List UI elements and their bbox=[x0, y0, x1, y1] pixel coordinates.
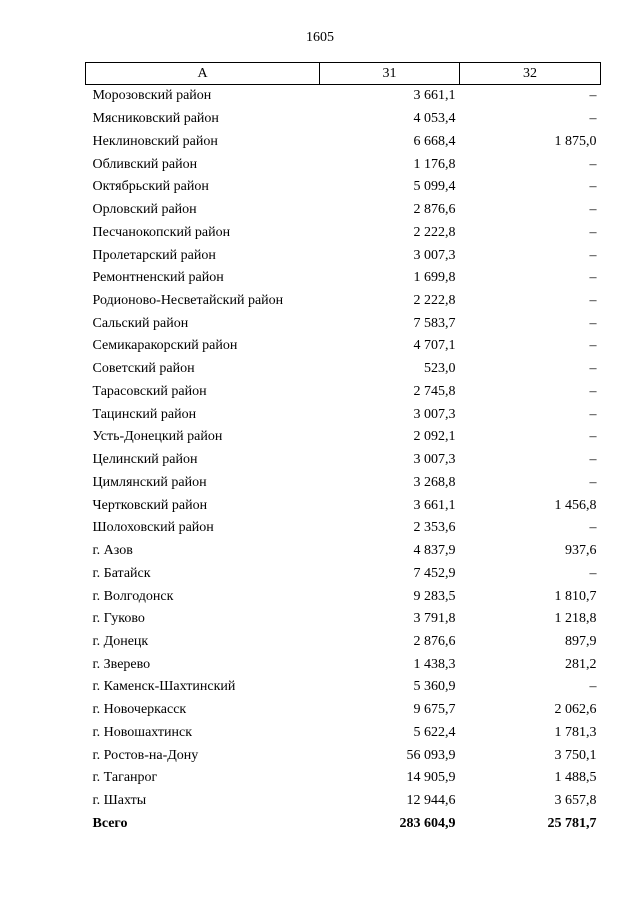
row-name-cell: Мясниковский район bbox=[92, 111, 219, 127]
table-row bbox=[86, 426, 601, 449]
table-row bbox=[86, 312, 601, 335]
value-32-cell: 281,2 bbox=[565, 656, 597, 672]
value-31-cell: 3 661,1 bbox=[413, 88, 456, 104]
row-name-cell: Родионово-Несветайский район bbox=[92, 292, 284, 308]
value-31-cell: 7 583,7 bbox=[413, 315, 456, 331]
value-31-cell: 3 661,1 bbox=[413, 497, 456, 513]
table-row bbox=[86, 608, 601, 631]
value-32-cell: 3 657,8 bbox=[554, 793, 597, 809]
value-31-cell: 2 876,6 bbox=[413, 633, 456, 649]
value-32-cell: 1 810,7 bbox=[554, 588, 597, 604]
value-31-cell: 3 007,3 bbox=[413, 247, 456, 263]
row-name-cell: Всего bbox=[92, 815, 128, 831]
table-row bbox=[86, 244, 601, 267]
value-32-cell: 937,6 bbox=[565, 543, 597, 559]
table-row bbox=[86, 653, 601, 676]
row-name-cell: г. Новочеркасск bbox=[92, 702, 187, 718]
row-name-cell: г. Батайск bbox=[92, 565, 151, 581]
table-row bbox=[86, 85, 601, 108]
value-31-cell: 5 360,9 bbox=[413, 679, 456, 695]
value-31-cell: 1 699,8 bbox=[413, 270, 456, 286]
value-32-cell: 1 488,5 bbox=[554, 770, 597, 786]
value-32-cell: – bbox=[589, 565, 597, 581]
value-32-cell: – bbox=[589, 406, 597, 422]
table-row bbox=[86, 676, 601, 699]
row-name-cell: г. Зверево bbox=[92, 656, 151, 672]
value-31-cell: 56 093,9 bbox=[406, 747, 456, 763]
table-row bbox=[86, 153, 601, 176]
table-row bbox=[86, 403, 601, 426]
header-cell-a: А bbox=[86, 63, 320, 85]
table-row bbox=[86, 562, 601, 585]
value-32-cell: – bbox=[589, 156, 597, 172]
table-row bbox=[86, 517, 601, 540]
row-name-cell: Песчанокопский район bbox=[92, 224, 231, 240]
value-31-cell: 2 222,8 bbox=[413, 292, 456, 308]
row-name-cell: Сальский район bbox=[92, 315, 189, 331]
table-row bbox=[86, 722, 601, 745]
value-32-cell: – bbox=[589, 315, 597, 331]
table-row bbox=[86, 631, 601, 654]
value-32-cell: – bbox=[589, 111, 597, 127]
row-name-cell: Неклиновский район bbox=[92, 133, 218, 149]
table-row bbox=[86, 540, 601, 563]
value-31-cell: 2 353,6 bbox=[413, 520, 456, 536]
value-32-cell: – bbox=[589, 361, 597, 377]
value-31-cell: 523,0 bbox=[424, 361, 456, 377]
value-31-cell: 2 745,8 bbox=[413, 383, 456, 399]
value-32-cell: – bbox=[589, 202, 597, 218]
table-header bbox=[86, 63, 601, 85]
row-name-cell: Тацинский район bbox=[92, 406, 197, 422]
table-row bbox=[86, 699, 601, 722]
table-row bbox=[86, 176, 601, 199]
value-32-cell: – bbox=[589, 292, 597, 308]
row-name-cell: г. Ростов-на-Дону bbox=[92, 747, 199, 763]
value-32-cell: – bbox=[589, 520, 597, 536]
value-31-cell: 5 099,4 bbox=[413, 179, 456, 195]
table-row bbox=[86, 290, 601, 313]
row-name-cell: Обливский район bbox=[92, 156, 198, 172]
table-row bbox=[86, 108, 601, 131]
value-32-cell: 1 875,0 bbox=[554, 133, 597, 149]
row-name-cell: г. Волгодонск bbox=[92, 588, 174, 604]
table-row bbox=[86, 199, 601, 222]
value-31-cell: 5 622,4 bbox=[413, 724, 456, 740]
value-32-cell: 897,9 bbox=[565, 633, 597, 649]
table-row bbox=[86, 744, 601, 767]
row-name-cell: г. Новошахтинск bbox=[92, 724, 193, 740]
table-row bbox=[86, 381, 601, 404]
row-name-cell: Октябрьский район bbox=[92, 179, 209, 195]
table-row bbox=[86, 267, 601, 290]
table-row bbox=[86, 449, 601, 472]
row-name-cell: Целинский район bbox=[92, 452, 198, 468]
value-31-cell: 9 675,7 bbox=[413, 702, 456, 718]
row-name-cell: Пролетарский район bbox=[92, 247, 216, 263]
row-name-cell: г. Азов bbox=[92, 543, 133, 559]
value-31-cell: 12 944,6 bbox=[406, 793, 456, 809]
row-name-cell: Морозовский район bbox=[92, 88, 212, 104]
value-32-cell: 1 456,8 bbox=[554, 497, 597, 513]
table-row bbox=[86, 358, 601, 381]
value-31-cell: 9 283,5 bbox=[413, 588, 456, 604]
table-row bbox=[86, 585, 601, 608]
row-name-cell: Чертковский район bbox=[92, 497, 208, 513]
value-32-cell: – bbox=[589, 338, 597, 354]
row-name-cell: Тарасовский район bbox=[92, 383, 207, 399]
value-32-cell: 1 218,8 bbox=[554, 611, 597, 627]
value-32-cell: – bbox=[589, 474, 597, 490]
value-32-cell: – bbox=[589, 247, 597, 263]
page-number: 1605 bbox=[306, 30, 334, 45]
value-31-cell: 2 092,1 bbox=[413, 429, 456, 445]
value-31-cell: 3 007,3 bbox=[413, 406, 456, 422]
row-name-cell: г. Каменск-Шахтинский bbox=[92, 679, 236, 695]
row-name-cell: Усть-Донецкий район bbox=[92, 429, 223, 445]
value-31-cell: 1 176,8 bbox=[413, 156, 456, 172]
table-row bbox=[86, 790, 601, 813]
value-31-cell: 2 876,6 bbox=[413, 202, 456, 218]
row-name-cell: г. Гуково bbox=[92, 611, 145, 627]
header-cell-31: 31 bbox=[320, 63, 460, 85]
table-row bbox=[86, 335, 601, 358]
value-31-cell: 14 905,9 bbox=[406, 770, 456, 786]
value-31-cell: 3 791,8 bbox=[413, 611, 456, 627]
row-name-cell: г. Шахты bbox=[92, 793, 147, 809]
table-row bbox=[86, 221, 601, 244]
row-name-cell: Цимлянский район bbox=[92, 474, 207, 490]
value-32-cell: – bbox=[589, 452, 597, 468]
row-name-cell: г. Таганрог bbox=[92, 770, 158, 786]
value-31-cell: 3 007,3 bbox=[413, 452, 456, 468]
total-row bbox=[86, 813, 601, 836]
table-body bbox=[86, 85, 601, 836]
value-32-cell: 2 062,6 bbox=[554, 702, 597, 718]
value-31-cell: 7 452,9 bbox=[413, 565, 456, 581]
row-name-cell: г. Донецк bbox=[92, 633, 149, 649]
row-name-cell: Советский район bbox=[92, 361, 195, 377]
value-32-cell: – bbox=[589, 224, 597, 240]
row-name-cell: Ремонтненский район bbox=[92, 270, 224, 286]
table-row bbox=[86, 767, 601, 790]
table-row bbox=[86, 494, 601, 517]
value-32-cell: 25 781,7 bbox=[547, 815, 597, 831]
value-32-cell: – bbox=[589, 383, 597, 399]
value-32-cell: – bbox=[589, 429, 597, 445]
value-31-cell: 4 053,4 bbox=[413, 111, 456, 127]
table-row bbox=[86, 130, 601, 153]
value-32-cell: 3 750,1 bbox=[554, 747, 597, 763]
value-32-cell: – bbox=[589, 179, 597, 195]
value-32-cell: – bbox=[589, 270, 597, 286]
row-name-cell: Орловский район bbox=[92, 202, 197, 218]
row-name-cell: Семикаракорский район bbox=[92, 338, 238, 354]
value-31-cell: 4 707,1 bbox=[413, 338, 456, 354]
value-31-cell: 2 222,8 bbox=[413, 224, 456, 240]
value-32-cell: – bbox=[589, 88, 597, 104]
value-31-cell: 4 837,9 bbox=[413, 543, 456, 559]
value-31-cell: 283 604,9 bbox=[399, 815, 456, 831]
value-32-cell: – bbox=[589, 679, 597, 695]
value-31-cell: 6 668,4 bbox=[413, 133, 456, 149]
table-row bbox=[86, 471, 601, 494]
value-31-cell: 1 438,3 bbox=[413, 656, 456, 672]
value-31-cell: 3 268,8 bbox=[413, 474, 456, 490]
value-32-cell: 1 781,3 bbox=[554, 724, 597, 740]
header-cell-32: 32 bbox=[460, 63, 601, 85]
data-table bbox=[85, 62, 601, 835]
row-name-cell: Шолоховский район bbox=[92, 520, 214, 536]
